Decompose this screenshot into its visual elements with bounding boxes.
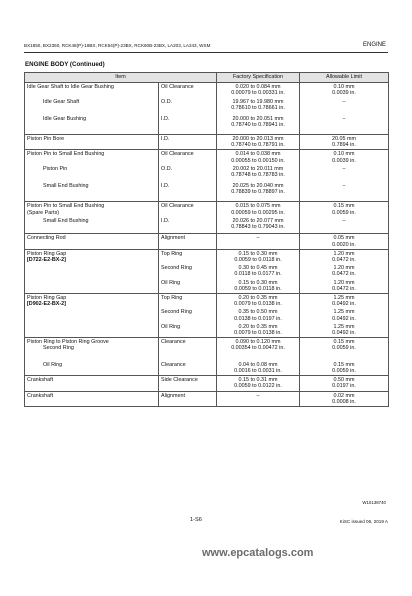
- limit-in: 0.0472 in.: [332, 257, 356, 264]
- limit-in: 0.0492 in.: [332, 301, 356, 308]
- limit-in: 0.0039 in.: [332, 90, 356, 97]
- limit-mm: –: [342, 217, 346, 224]
- measurement-type: Alignment: [161, 235, 185, 242]
- limit-cell: [300, 279, 389, 294]
- factory-cell: [217, 182, 300, 202]
- table-row: [25, 338, 389, 361]
- item-label: Oil Ring: [43, 361, 63, 368]
- item-cell: [25, 279, 159, 294]
- limit-mm: 1.25 mm: [333, 323, 355, 330]
- table-row: [25, 135, 389, 150]
- limit-cell: [300, 294, 389, 309]
- measure-cell: [159, 165, 217, 182]
- factory-mm: 0.04 to 0.08 mm: [238, 361, 278, 368]
- limit-mm: 0.15 mm: [333, 203, 355, 210]
- watermark: www.epcatalogs.com: [202, 547, 314, 559]
- factory-cell: [217, 308, 300, 322]
- measure-cell: [159, 83, 217, 98]
- limit-in: 0.0492 in.: [332, 315, 356, 322]
- spec-table: [24, 72, 389, 407]
- measurement-type: Oil Clearance: [161, 203, 194, 210]
- factory-mm: 20.002 to 20.011 mm: [232, 165, 284, 172]
- limit-cell: [300, 98, 389, 115]
- factory-mm: 0.090 to 0.120 mm: [235, 339, 281, 346]
- factory-in: 0.78839 to 0.78897 in.: [231, 189, 285, 196]
- factory-in: 0.0079 to 0.0138 in.: [234, 330, 282, 337]
- measurement-type: I.D.: [161, 136, 170, 142]
- table-row: [25, 115, 389, 135]
- limit-mm: 0.02 mm: [333, 392, 355, 399]
- item-cell: [25, 217, 159, 234]
- factory-mm: 0.20 to 0.35 mm: [238, 323, 278, 330]
- limit-in: 0.0059 in.: [332, 367, 356, 374]
- factory-cell: [217, 83, 300, 98]
- factory-mm: 20.000 to 20.013 mm: [232, 136, 284, 142]
- factory-cell: [217, 323, 300, 338]
- table-row: [25, 391, 389, 406]
- model-list: BX1850, BX2350, RCK48(P)-18BX, RCK54(P)-23BX, RCK60B-23BX, LA203, LA243, WSM: [24, 43, 211, 48]
- limit-in: 0.0197 in.: [332, 383, 356, 390]
- table-row: [25, 264, 389, 278]
- table-row: [25, 83, 389, 98]
- table-row: [25, 294, 389, 309]
- factory-mm: 0.35 to 0.50 mm: [238, 309, 278, 316]
- factory-cell: [217, 202, 300, 217]
- table-row: [25, 202, 389, 217]
- limit-mm: 0.10 mm: [333, 84, 355, 90]
- factory-in: 0.0118 to 0.0177 in.: [234, 271, 282, 278]
- measure-cell: [159, 115, 217, 135]
- limit-in: 0.0472 in.: [332, 271, 356, 278]
- factory-in: 0.78740 to 0.78941 in.: [231, 121, 285, 128]
- measurement-type: Oil Ring: [161, 323, 181, 330]
- item-cell: [25, 294, 159, 309]
- factory-mm: –: [256, 392, 260, 399]
- limit-cell: [300, 264, 389, 278]
- table-row: [25, 376, 389, 391]
- measurement-type: Oil Ring: [161, 279, 181, 286]
- issue-note: KiSC issued 06, 2019 A: [339, 519, 388, 524]
- factory-cell: [217, 361, 300, 376]
- item-label: Piston Ring Gap: [27, 295, 67, 302]
- page-number: 1-S6: [190, 517, 202, 523]
- item-label: Small End Bushing: [43, 217, 89, 224]
- limit-mm: 1.25 mm: [333, 295, 355, 302]
- col-limit-header: Allowable Limit: [300, 73, 389, 83]
- limit-cell: [300, 165, 389, 182]
- factory-in: 0.0059 to 0.0118 in.: [234, 285, 282, 292]
- measurement-type: O.D.: [161, 98, 173, 105]
- limit-cell: [300, 323, 389, 338]
- measure-cell: [159, 361, 217, 376]
- measurement-type: Second Ring: [161, 309, 192, 316]
- section-name: ENGINE: [362, 42, 386, 48]
- measurement-type: Top Ring: [161, 250, 183, 257]
- item-cell: [25, 308, 159, 322]
- measure-cell: [159, 202, 217, 217]
- table-row: [25, 234, 389, 249]
- factory-mm: –: [256, 235, 260, 242]
- factory-in: 0.00079 to 0.00331 in.: [231, 90, 285, 97]
- item-label: Piston Ring Gap: [27, 250, 67, 257]
- limit-mm: 1.25 mm: [333, 309, 355, 316]
- item-cell: [25, 150, 159, 165]
- limit-mm: 20.05 mm: [332, 136, 356, 142]
- limit-cell: [300, 338, 389, 361]
- measure-cell: [159, 308, 217, 322]
- table-row: [25, 361, 389, 376]
- factory-in: 0.78610 to 0.78661 in.: [231, 104, 285, 111]
- factory-in: 0.00059 to 0.00295 in.: [231, 209, 285, 216]
- measure-cell: [159, 249, 217, 264]
- measure-cell: [159, 264, 217, 278]
- item-label-2: (Spare Parts): [27, 209, 60, 216]
- factory-cell: [217, 135, 300, 150]
- item-cell: [25, 249, 159, 264]
- limit-mm: 0.10 mm: [333, 151, 355, 158]
- item-cell: [25, 338, 159, 361]
- measurement-type: Alignment: [161, 392, 185, 399]
- factory-in: 0.00055 to 0.00150 in.: [231, 157, 285, 164]
- factory-mm: 20.026 to 20.077 mm: [232, 217, 284, 224]
- limit-cell: [300, 182, 389, 202]
- factory-cell: [217, 294, 300, 309]
- measurement-type: Oil Clearance: [161, 84, 194, 90]
- item-label-2: Second Ring: [43, 345, 74, 352]
- limit-cell: [300, 234, 389, 249]
- measure-cell: [159, 98, 217, 115]
- table-row: [25, 279, 389, 294]
- limit-mm: 0.05 mm: [333, 235, 355, 242]
- item-cell: [25, 264, 159, 278]
- engine-code: [D722-E2-BX-2]: [27, 257, 66, 264]
- factory-in: 0.0059 to 0.0122 in.: [234, 383, 282, 390]
- item-cell: [25, 98, 159, 115]
- table-row: [25, 323, 389, 338]
- table-row: [25, 308, 389, 322]
- factory-cell: [217, 264, 300, 278]
- factory-cell: [217, 338, 300, 361]
- limit-mm: 1.20 mm: [333, 250, 355, 257]
- item-label: Idle Gear Bushing: [43, 115, 87, 122]
- table-row: [25, 249, 389, 264]
- measurement-type: Oil Clearance: [161, 151, 194, 158]
- page-title: ENGINE BODY (Continued): [25, 61, 105, 68]
- limit-cell: [300, 150, 389, 165]
- reference-code: W10138740: [362, 500, 386, 505]
- factory-cell: [217, 376, 300, 391]
- item-cell: [25, 202, 159, 217]
- factory-mm: 20.025 to 20.040 mm: [232, 182, 284, 189]
- table-row: [25, 98, 389, 115]
- measure-cell: [159, 234, 217, 249]
- factory-in: 0.00354 to 0.00472 in.: [231, 345, 285, 352]
- table-row: [25, 150, 389, 165]
- limit-mm: –: [342, 182, 346, 189]
- item-cell: [25, 376, 159, 391]
- limit-cell: [300, 308, 389, 322]
- item-cell: [25, 361, 159, 376]
- factory-cell: [217, 391, 300, 406]
- limit-mm: 1.20 mm: [333, 279, 355, 286]
- item-cell: [25, 83, 159, 98]
- factory-cell: [217, 115, 300, 135]
- item-label: Idle Gear Shaft to Idle Gear Bushing: [27, 84, 114, 90]
- measure-cell: [159, 182, 217, 202]
- limit-mm: 0.15 mm: [333, 361, 355, 368]
- measure-cell: [159, 135, 217, 150]
- item-cell: [25, 165, 159, 182]
- limit-mm: 1.20 mm: [333, 265, 355, 272]
- factory-mm: 19.967 to 19.980 mm: [232, 98, 284, 105]
- item-label: Piston Pin to Small End Bushing: [27, 151, 105, 158]
- limit-cell: [300, 376, 389, 391]
- factory-in: 0.78748 to 0.78783 in.: [231, 172, 285, 179]
- item-cell: [25, 135, 159, 150]
- item-label: Small End Bushing: [43, 182, 89, 189]
- factory-mm: 0.15 to 0.31 mm: [238, 377, 278, 384]
- factory-cell: [217, 217, 300, 234]
- measure-cell: [159, 391, 217, 406]
- factory-mm: 0.014 to 0.038 mm: [235, 151, 281, 158]
- item-label: Crankshaft: [27, 392, 54, 399]
- measure-cell: [159, 217, 217, 234]
- measurement-type: I.D.: [161, 182, 170, 189]
- limit-in: 0.0020 in.: [332, 241, 356, 248]
- measurement-type: Side Clearance: [161, 377, 198, 384]
- limit-mm: –: [342, 115, 346, 122]
- factory-cell: [217, 234, 300, 249]
- table-row: [25, 217, 389, 234]
- item-label: Connecting Rod: [27, 235, 66, 242]
- factory-mm: 20.000 to 20.051 mm: [232, 115, 284, 122]
- limit-in: 0.0039 in.: [332, 157, 356, 164]
- limit-cell: [300, 115, 389, 135]
- measurement-type-2: Clearance: [161, 339, 186, 346]
- limit-in: 0.0472 in.: [332, 285, 356, 292]
- limit-cell: [300, 135, 389, 150]
- measure-cell: [159, 323, 217, 338]
- factory-in: 0.0138 to 0.0197 in.: [234, 315, 282, 322]
- factory-in: 0.0059 to 0.0118 in.: [234, 257, 282, 264]
- factory-mm: 0.15 to 0.30 mm: [238, 250, 278, 257]
- measure-cell: [159, 294, 217, 309]
- factory-cell: [217, 150, 300, 165]
- limit-cell: [300, 391, 389, 406]
- limit-in: 0.0059 in.: [332, 345, 356, 352]
- measurement-type: Top Ring: [161, 295, 183, 302]
- limit-mm: 0.15 mm: [333, 339, 355, 346]
- item-cell: [25, 323, 159, 338]
- measure-cell: [159, 338, 217, 361]
- table-row: [25, 182, 389, 202]
- factory-cell: [217, 279, 300, 294]
- factory-mm: 0.30 to 0.45 mm: [238, 265, 278, 272]
- limit-mm: –: [342, 165, 346, 172]
- limit-in: 0.7894 in.: [332, 142, 356, 149]
- factory-mm: 0.15 to 0.30 mm: [238, 279, 278, 286]
- measurement-type: I.D.: [161, 217, 170, 224]
- limit-cell: [300, 249, 389, 264]
- measurement-type: O.D.: [161, 165, 173, 172]
- item-cell: [25, 391, 159, 406]
- table-row: [25, 165, 389, 182]
- factory-cell: [217, 165, 300, 182]
- limit-cell: [300, 202, 389, 217]
- measurement-type: Clearance: [161, 361, 186, 368]
- item-label: Crankshaft: [27, 377, 54, 384]
- factory-mm: 0.020 to 0.084 mm: [235, 84, 281, 90]
- item-cell: [25, 115, 159, 135]
- measure-cell: [159, 279, 217, 294]
- limit-mm: 0.50 mm: [333, 377, 355, 384]
- limit-cell: [300, 83, 389, 98]
- item-label: Piston Ring to Piston Ring Groove: [27, 339, 109, 346]
- table-header-row: [25, 73, 389, 83]
- limit-in: 0.0008 in.: [332, 398, 356, 405]
- factory-mm: 0.015 to 0.075 mm: [235, 203, 281, 210]
- measure-cell: [159, 376, 217, 391]
- limit-in: 0.0059 in.: [332, 209, 356, 216]
- limit-in: 0.0492 in.: [332, 330, 356, 337]
- measurement-type: Second Ring: [161, 265, 192, 272]
- factory-in: 0.0079 to 0.0138 in.: [234, 301, 282, 308]
- item-cell: [25, 182, 159, 202]
- limit-cell: [300, 217, 389, 234]
- item-label: Piston Pin to Small End Bushing: [27, 203, 105, 210]
- limit-cell: [300, 361, 389, 376]
- factory-in: 0.0016 to 0.0031 in.: [234, 367, 282, 374]
- item-label: Piston Pin Bore: [27, 136, 65, 142]
- item-cell: [25, 234, 159, 249]
- col-factory-header: Factory Specification: [217, 73, 300, 83]
- factory-cell: [217, 98, 300, 115]
- factory-cell: [217, 249, 300, 264]
- engine-code: [D902-E2-BX-2]: [27, 301, 66, 308]
- item-label: Piston Pin: [43, 165, 68, 172]
- measure-cell: [159, 150, 217, 165]
- factory-in: 0.78740 to 0.78791 in.: [231, 142, 285, 149]
- col-item-header: Item: [25, 73, 217, 83]
- header-rule: [24, 52, 388, 53]
- factory-mm: 0.20 to 0.35 mm: [238, 295, 278, 302]
- measurement-type: I.D.: [161, 115, 170, 122]
- factory-in: 0.78843 to 0.79043 in.: [231, 224, 285, 231]
- item-label: Idle Gear Shaft: [43, 98, 80, 105]
- limit-mm: –: [342, 98, 346, 105]
